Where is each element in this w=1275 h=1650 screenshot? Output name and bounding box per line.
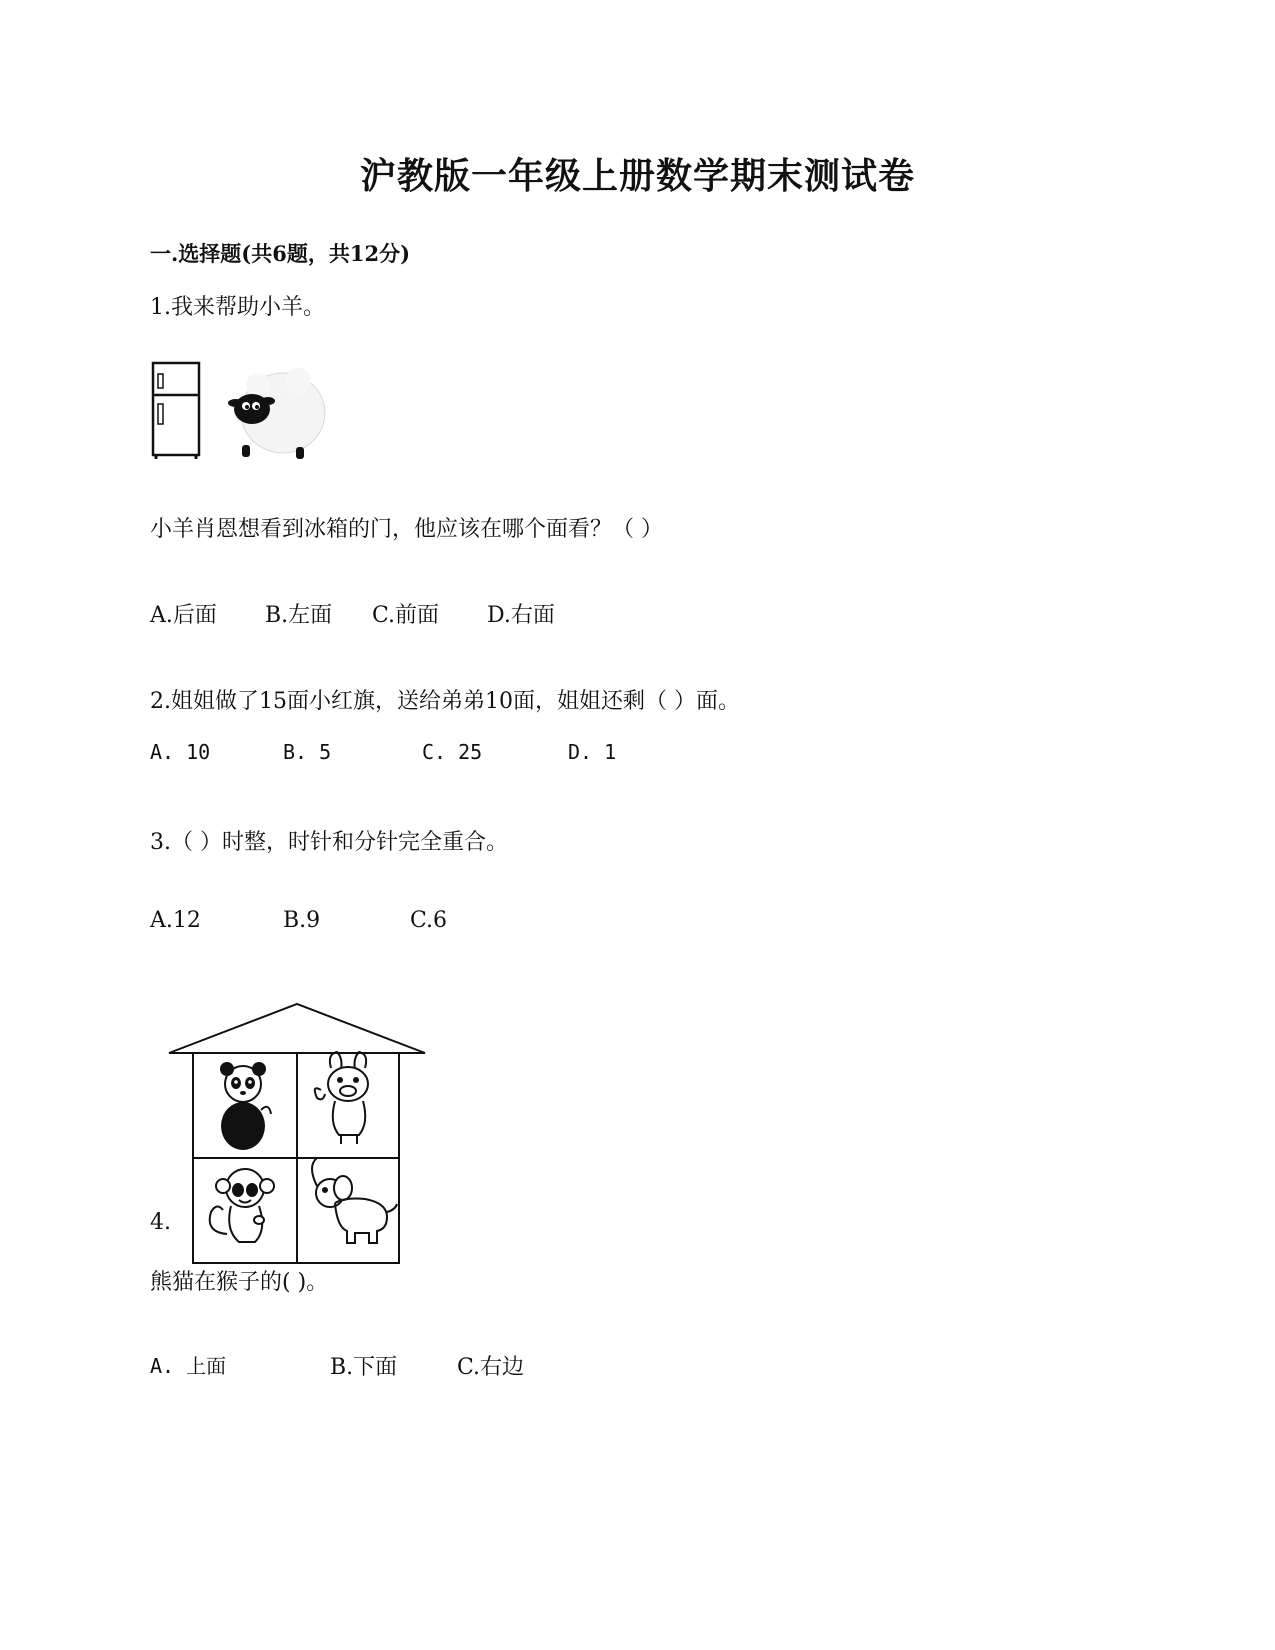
q2-option-b: B. 5 (283, 740, 332, 764)
question-3-stem: 3.（ ）时整，时针和分针完全重合。 (150, 830, 508, 855)
q4-option-c: C.右边 (457, 1355, 525, 1380)
page-title: 沪教版一年级上册数学期末测试卷 (359, 155, 915, 197)
q1-option-a: A.后面 (150, 603, 217, 628)
q3-option-c: C.6 (410, 908, 448, 933)
q4-option-a: A. 上面 (150, 1354, 227, 1378)
q2-option-d: D. 1 (568, 740, 617, 764)
q2-option-a: A. 10 (150, 740, 211, 764)
question-2-stem: 2.姐姐做了15面小红旗，送给弟弟10面，姐姐还剩（ ）面。 (150, 689, 740, 714)
refrigerator-icon (150, 360, 205, 460)
question-1-stem: 1.我来帮助小羊。 (150, 295, 325, 320)
question-4-sub: 熊猫在猴子的( )。 (150, 1270, 329, 1295)
q1-option-b: B.左面 (265, 603, 333, 628)
sheep-icon (228, 365, 328, 465)
section-heading: 一.选择题(共6题，共12分) (150, 241, 411, 266)
question-1-sub: 小羊肖恩想看到冰箱的门，他应该在哪个面看？（ ） (150, 517, 663, 542)
q3-option-a: A.12 (150, 908, 201, 933)
house-icon (165, 998, 430, 1268)
q2-option-c: C. 25 (422, 740, 483, 764)
q1-option-d: D.右面 (487, 603, 555, 628)
question-4-stem: 4. (150, 1210, 171, 1235)
q3-option-b: B.9 (283, 908, 321, 933)
q4-option-b: B.下面 (330, 1355, 398, 1380)
q1-option-c: C.前面 (372, 603, 440, 628)
